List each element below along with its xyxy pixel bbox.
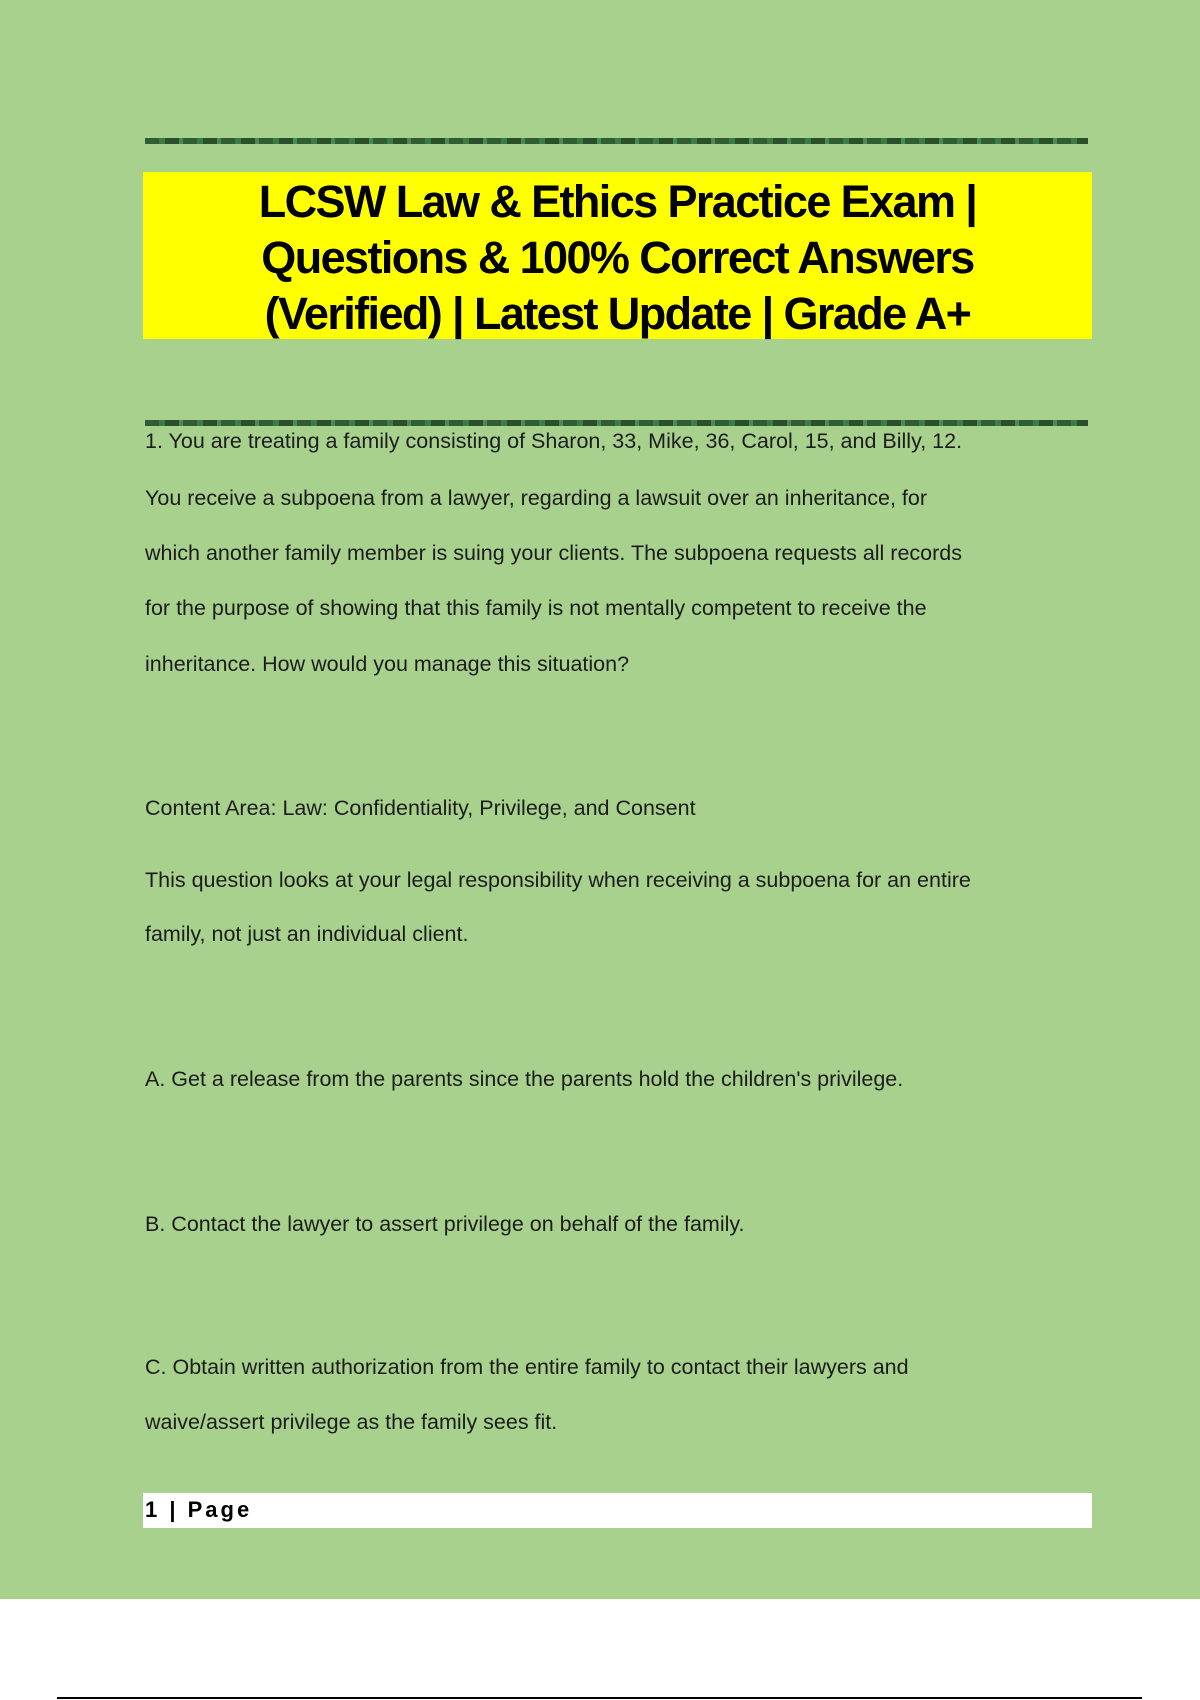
question-line: inheritance. How would you manage this situation? bbox=[145, 652, 630, 676]
page-footer bbox=[143, 1493, 1092, 1528]
title-line-1: LCSW Law & Ethics Practice Exam | bbox=[258, 176, 977, 227]
question-divider bbox=[145, 420, 1088, 426]
explanation-line: This question looks at your legal responsibility when receiving a subpoena for an entire bbox=[145, 868, 971, 892]
option-b: B. Contact the lawyer to assert privilege on behalf of the family. bbox=[145, 1212, 745, 1236]
option-c-line: C. Obtain written authorization from the entire family to contact their lawyers and bbox=[145, 1355, 909, 1379]
question-line: 1. You are treating a family consisting of Sharon, 33, Mike, 36, Carol, 15, and Billy, 12. bbox=[145, 429, 963, 453]
title-banner bbox=[143, 172, 1092, 339]
question-line: You receive a subpoena from a lawyer, regarding a lawsuit over an inheritance, for bbox=[145, 486, 928, 510]
page-number: 1 | Page bbox=[145, 1497, 253, 1522]
bottom-divider bbox=[57, 1697, 1142, 1699]
title-line-2: Questions & 100% Correct Answers bbox=[261, 232, 974, 283]
option-a: A. Get a release from the parents since the parents hold the children's privilege. bbox=[145, 1067, 904, 1091]
content-area: Content Area: Law: Confidentiality, Privilege, and Consent bbox=[145, 796, 696, 820]
top-divider bbox=[145, 138, 1088, 144]
question-line: which another family member is suing your clients. The subpoena requests all records bbox=[145, 541, 962, 565]
explanation-line: family, not just an individual client. bbox=[145, 922, 469, 946]
title-line-3: (Verified) | Latest Update | Grade A+ bbox=[264, 288, 971, 339]
option-c-line: waive/assert privilege as the family sees fit. bbox=[145, 1410, 558, 1434]
question-line: for the purpose of showing that this family is not mentally competent to receive the bbox=[145, 596, 927, 620]
